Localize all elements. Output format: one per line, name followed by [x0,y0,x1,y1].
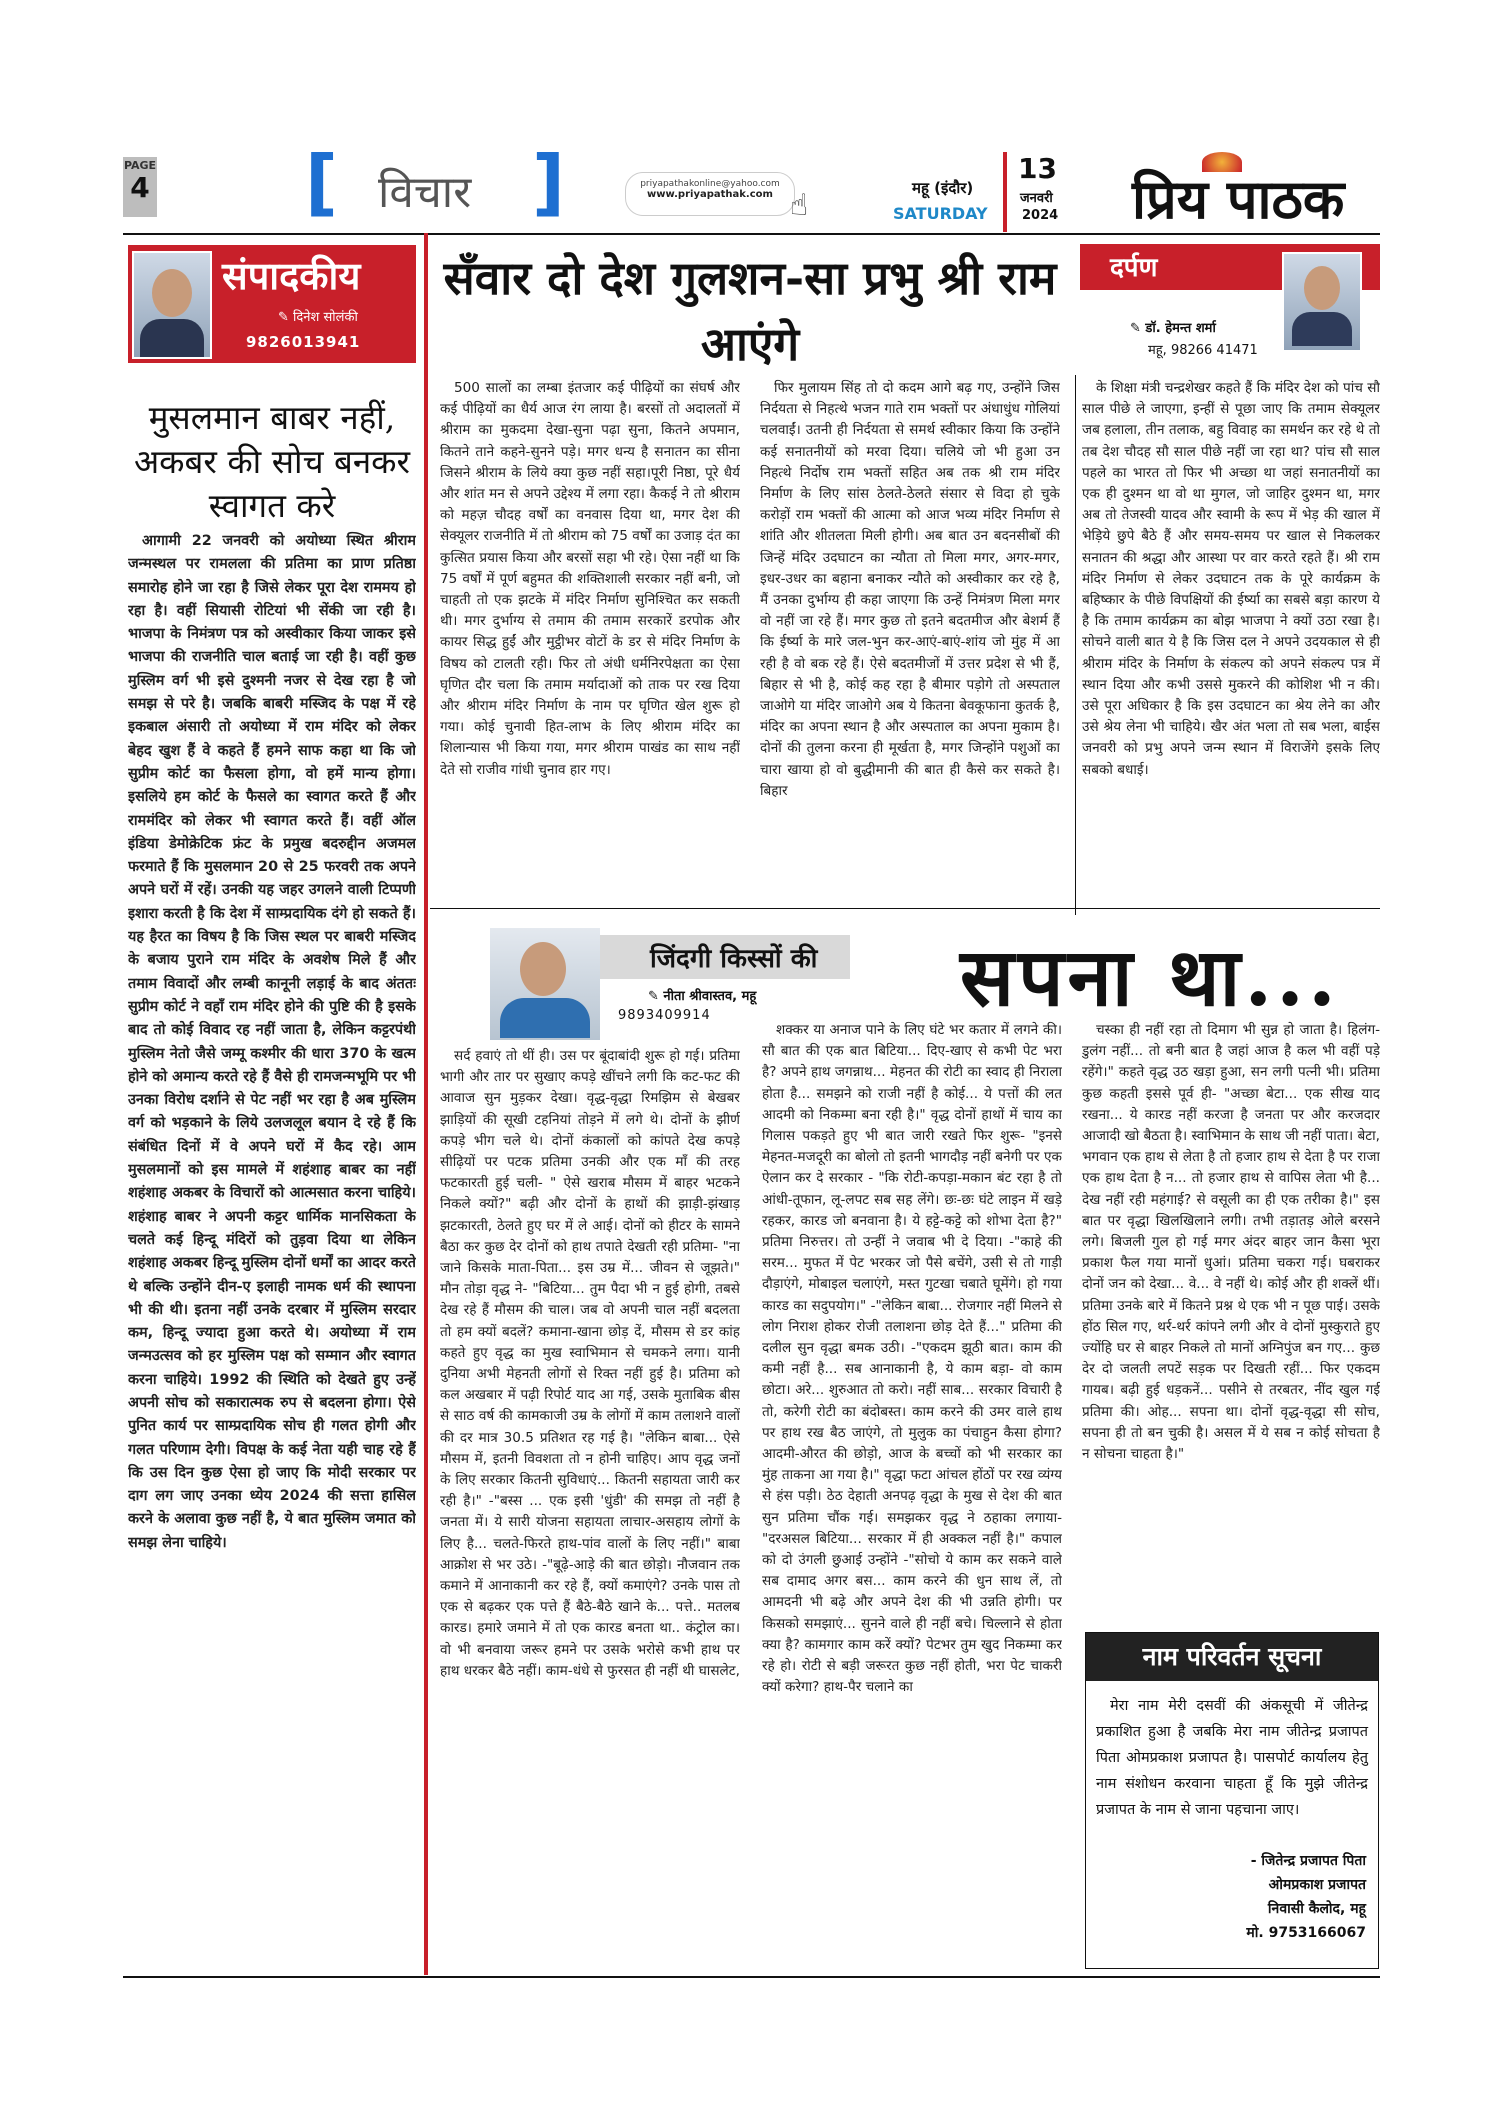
left-bracket-icon: [ [305,140,338,224]
story-column-3 [1082,1020,1380,1615]
story-headline: सपना था... [960,930,1340,1024]
story-column-2 [762,1020,1062,1966]
darpan-column-3 [1082,378,1380,906]
contact-pill [625,172,795,216]
notice-title: नाम परिवर्तन सूचना [1142,1642,1322,1671]
name-change-notice [1085,1632,1379,1969]
section-title: विचार [378,167,472,218]
story-col3-text: चस्का ही नहीं रहा तो दिमाग भी सुन्न हो जाता है। हिलंग-डुलंग नहीं... तो बनी बात है जहां आज है कल भी वहीं पड़े रहेंगे।" कहते वृद्ध उठ खड़ा हुआ, सन लगी पत्नी भी। प्रतिमा कुछ कहती इससे पूर्व ही- "अच्छा बेटा... एक सीख याद रखना... ये कारड नहीं करजा है जनता पर और करजदार आजादी खो बैठता है। स्वाभिमान के साथ जी नहीं पाता। बेटा, भगवान एक हाथ से लेता है तो हजार हाथ से देता है पर राजा एक हाथ देता है न... तो हजार हाथ से वापिस लेता भी है... देख नहीं रही महंगाई? से वसूली का ही एक तरीका है।" इस बात पर वृद्धा खिलखिलाने लगी। तभी तड़ातड़ ओले बरसने लगे। बिजली गुल हो गई मगर अंदर बाहर जान कैसा भूरा प्रकाश फैल गया मानों धुआं। प्रतिमा चकरा गई। घबराकर दोनों जन को देखा... वे... वे नहीं थे। कोई और ही शक्लें थीं। प्रतिमा उनके बारे में कितने प्रश्न थे एक भी न पूछ पाई। उसके होंठ सिल गए, थर्र-थर्र कांपने लगी और वे दोनों मुस्कुराते हुए ज्योंहि घर से बाहर निकले तो मानों अग्निपुंज बन गए... कुछ देर दो जलती लपटें सड़क पर दिखती रहीं... फिर एकदम गायब। बढ़ी हुई धड़कनें... पसीने से तरबतर, नींद खुल गई प्रतिमा की। ओह... सपना था। दोनों वृद्ध-वृद्धा सी सोच, सपना ही तो बन चुकी है। असल में ये सब न कोई सोचता है न सोचना चाहता है।" [1082,1022,1380,1463]
mid-rule [430,908,1380,909]
page-label: PAGE [123,159,157,172]
editor-photo [132,251,212,359]
notice-sign-line-1: - जितेन्द्र प्रजापत पिता [1250,1853,1366,1869]
darpan-author-photo [1282,252,1362,352]
darpan-tag: दर्पण [1110,253,1158,283]
notice-sign-line-2: ओमप्रकाश प्रजापत [1268,1877,1366,1893]
story-col2-text: शक्कर या अनाज पाने के लिए घंटे भर कतार में लगने की। सौ बात की एक बात बिटिया... दिए-खाए से कभी पेट भरा है? अपने हाथ जगन्नाथ... मेहनत की रोटी का स्वाद ही निराला होता है... समझने को राजी नहीं है कोई... ये पत्तों की लत आदमी को निकम्मा बना रही है।" वृद्ध दोनों हाथों में चाय का गिलास पकड़ते हुए भी बात जारी रखते फिर शुरू- "इनसे मेहनत-मजदूरी का बोलो तो इतनी भागदौड़ नहीं बनेगी पर एक ऐलान कर दे सरकार - "कि रोटी-कपड़ा-मकान बंट रहा है तो आंधी-तूफान, लू-लपट सब सह लेंगे। छः-छः घंटे लाइन में खड़े रहकर, कारड जो बनवाना है। ये हट्टे-कट्टे को शोभा देता है?" प्रतिमा निरुत्तर। तो उन्हीं ने जवाब भी दे दिया। -"काहे की सरम... मुफत में पेट भरकर जो पैसे बचेंगे, उसी से तो गाड़ी दौड़ाएंगे, मोबाइल चलाएंगे, मस्त गुटखा चबाते घूमेंगे। हो गया कारड का सदुपयोग।" -"लेकिन बाबा... रोजगार नहीं मिलने से लोग निराश होकर रोजी तलाशना छोड़ देते हैं..." प्रतिमा की दलील सुन वृद्धा बमक उठी। -"एकदम झूठी बात। काम की कमी नहीं है... सब आनाकानी है, ये काम बड़ा- वो काम छोटा। अरे... शुरुआत तो करो। नहीं साब... सरकार विचारी है तो, करेगी रोटी का बंदोबस्त। काम करने की उमर वाले हाथ पर हाथ रख बैठ जाएंगे, तो मुलुक का पंचाहुन कैसा होगा? आदमी-औरत की छोड़ो, आज के बच्चों को भी सरकार का मुंह ताकना आ गया है।" वृद्धा फटा आंचल होंठों पर रख व्यंग्य से हंस पड़ी। ठेठ देहाती अनपढ़ वृद्धा के मुख से देश की बात सुन प्रतिमा चौंक गई। समझकर वृद्ध ने ठहाका लगाया- "दरअसल बिटिया... सरकार में ही अक्कल नहीं है।" कपाल को दो उंगली छुआई उन्होंने -"सोचो ये काम कर सकने वाले सब दामाद अगर बस... काम करने की धुन साथ लें, तो आमदनी भी बढ़े और अपने देश की भी उन्नति होगी। पर किसको समझाएं... सुनने वाले ही नहीं बचे। चिल्लाने से होता क्या है? कामगार काम करें क्यों? पेटभर तुम खुद निकम्मा कर रहे हो। रोटी से बड़ी जरूरत कुछ नहीं होती, भरा पेट चाकरी क्यों करेगा? हाथ-पैर चलाने का [762,1022,1062,1696]
page-number-tab [123,157,157,217]
darpan-col1-text: 500 सालों का लम्बा इंतजार कई पीढ़ियों का संघर्ष और कई पीढ़ियों का धैर्य आज रंग लाया है। बरसों तो अदालतों में श्रीराम का मुकदमा देखा-सुना पढ़ा सुना, कितने अपमान, कितने ताने कहने-सुनने पड़े। मगर धन्य है सनातन का सीना जिसने श्रीराम के लिये क्या कुछ नहीं सहा।पूरी निष्ठा, पूरे धैर्य और शांत मन से अपने उद्देश्य में लगा रहा। कैकई ने तो श्रीराम को महज़ चौदह वर्षों का वनवास दिया था, मगर देश की सेक्यूलर राजनीति में तो श्रीराम को 75 वर्षों का उजाड़ दंत का कुत्सित प्रयास किया और बरसों सहा भी रहे। ऐसा नहीं था कि 75 वर्षों में पूर्ण बहुमत की शक्तिशाली सरकार नहीं बनी, जो चाहती तो एक झटके में मंदिर निर्माण सुनिश्चित कर सकती थी। मगर दुर्भाग्य से तमाम की तमाम सरकारें डरपोक और कायर सिद्ध हुईं और मुट्ठीभर वोटों के डर से मंदिर निर्माण के विषय को टालती रही। फिर तो अंधी धर्मनिरपेक्षता का ऐसा घृणित दौर चला कि तमाम मर्यादाओं को ताक पर रख दिया और श्रीराम मंदिर निर्माण के नाम पर घृणित खेल शुरू हो गया। कोई चुनावी हित-लाभ के लिए श्रीराम मंदिर का शिलान्यास भी किया गया, मगर श्रीराम पाखंड का साथ नहीं देते सो राजीव गांधी चुनाव हार गए। [440,380,740,778]
story-author-face [520,942,566,996]
darpan-col3-text: के शिक्षा मंत्री चन्द्रशेखर कहते हैं कि मंदिर देश को पांच सौ साल पीछे ले जाएगा, इन्हीं से पूछा जाए कि तमाम सेक्यूलर जब हलाला, तीन तलाक, बहु विवाह का समर्थन कर रहे थे तो तब देश चौदह सौ साल पीछे नहीं जा रहा था? पांच सौ साल पहले का भारत तो फिर भी अच्छा था जहां सनातनीयों का एक ही दुश्मन था वो था मुगल, जो जाहिर दुश्मन था, मगर अब तो तेजस्वी यादव और स्वामी के रूप में भेड़ की खाल में भेड़िये छुपे बैठे हैं और समय-समय पर खाल से निकलकर सनातन की श्रद्धा और आस्था पर वार करते रहते हैं। श्री राम मंदिर निर्माण से लेकर उदघाटन तक के पूरे कार्यक्रम के बहिष्कार के पीछे विपक्षियों की ईर्ष्या का सबसे बड़ा कारण ये है कि तमाम कार्यक्रम का बोझ भाजपा ने क्यों उठा रखा है। सोचने वाली बात ये है कि जिस दल ने अपने उदयकाल से ही श्रीराम मंदिर के निर्माण के संकल्प को अपने संकल्प पत्र में स्थान दिया और कभी उससे मुकरने की कोशिश भी न की। उसे पूरा अधिकार है कि इस उदघाटन का श्रेय लेने का और उसे श्रेय लेना भी चाहिये। खैर अंत भला तो सब भला, बाईस जनवरी को प्रभु अपने जन्म स्थान में विराजेंगे इसके लिए सबको बधाई। [1082,380,1380,778]
darpan-author-suit [1292,312,1352,346]
dateline-year: 2024 [1022,208,1059,223]
editorial-divider [424,233,428,1975]
dateline-city: महू (इंदौर) [912,179,974,197]
darpan-headline: सँवार दो देश गुलशन-सा प्रभु श्री राम आएंगे [443,251,1057,371]
notice-signature [1246,1849,1366,1945]
right-bracket-icon: ] [532,140,565,224]
darpan-contact: महू, 98266 41471 [1148,343,1258,358]
story-author-name: नीता श्रीवास्तव, महू [663,989,757,1004]
dateline-weekday: SATURDAY [893,204,988,223]
story-author: ✎ नीता श्रीवास्तव, महू [648,989,757,1004]
notice-title-bar [1086,1633,1378,1681]
story-section-title: जिंदगी किस्सों की [650,944,818,974]
editor-suit [140,319,204,357]
notice-sign-line-4: मो. 9753166067 [1246,1925,1366,1941]
darpan-author-face [1304,266,1340,310]
page-number: 4 [130,171,150,204]
editorial-banner-title: संपादकीय [222,253,361,298]
darpan-col2-text: फिर मुलायम सिंह तो दो कदम आगे बढ़ गए, उन्होंने जिस निर्दयता से निहत्थे भजन गाते राम भक्तों पर अंधाधुंध गोलियां चलवाईं। उतनी ही निर्दयता से समर्थ स्वीकार किया कि उन्होंने कई सनातनीयों को मरवा दिया। चलिये जो भी हुआ उन निहत्थे निर्दोष राम भक्तों सहित अब तक श्री राम मंदिर निर्माण के लिए सांस ठेलते-ठेलते संसार से विदा हो चुके करोड़ों राम भक्तों की आत्मा को आज भव्य मंदिर निर्माण से शांति और शीतलता मिली होगी। अब बात उन बदनसीबों की जिन्हें मंदिर उदघाटन का न्यौता तो मिला मगर, अगर-मगर, इधर-उधर का बहाना बनाकर न्यौते को अस्वीकार कर रहे है, मैं उनका दुर्भाग्य ही कहा जाएगा कि उन्हें निमंत्रण मिला मगर वो नहीं जा रहे हैं। मगर कुछ तो इतने बदतमीज और बेशर्म हैं कि ईर्ष्या के मारे जल-भुन कर-आएं-बाएं-शांय जो मुंह में आ रही है वो बक रहे हैं। ऐसे बदतमीजों में उत्तर प्रदेश से भी हैं, बिहार से भी है, कोई कह रहा है बीमार पड़ोगे तो अस्पताल जाओगे या मंदिर जाओगे अब ये कितना बेवकूफाना कुतर्क है, मंदिर का अपना स्थान है और अस्पताल का अपना मुकाम है। दोनों की तुलना करना ही मूर्खता है, मगर जिन्होंने पशुओं का चारा खाया हो वो बुद्धीमानी की बात ही कैसे कर सकते है। बिहार [760,380,1060,799]
editor-face [152,269,192,317]
masthead-logo [1132,150,1412,235]
dateline-divider [1003,152,1007,232]
story-col1-text: सर्द हवाएं तो थीं ही। उस पर बूंदाबांदी शुरू हो गई। प्रतिमा भागी और तार पर सुखाए कपड़े खींचने लगी कि कट-फट की आवाज सुन मुड़कर देखा। वृद्ध-वृद्धा रिमझिम से बेखबर झाड़ियों की सूखी टहनियां तोड़ने में लगे थे। दोनों के झीर्ण कपड़े भीग चले थे। दोनों कंकालों को कांपते देख कपड़े सीढ़ियों पर पटक प्रतिमा उनकी और एक माँ की तरह फटकारती हुई चली- " ऐसे खराब मौसम में बाहर भटकने निकले क्यों?" बढ़ी और दोनों के हाथों की झाड़ी-झंखाड़ झटकारती, ठेलते हुए घर में ले आई। दोनों को हीटर के सामने बैठा कर कुछ देर दोनों को हाथ तपाते देखती रही प्रतिमा- "ना जाने किसके माता-पिता... इस उम्र में... जीवन से जूझते।" मौन तोड़ा वृद्ध ने- "बिटिया... तुम पैदा भी न हुई होगी, तबसे देख रहे हैं मौसम की चाल। जब वो अपनी चाल नहीं बदलता तो हम क्यों बदलें? कमाना-खाना छोड़ दें, मौसम से डर कांह कहते हुए वृद्ध का मुख स्वाभिमान से चमकने लगा। यानी दुनिया अभी मेहनती लोगों से रिक्त नहीं हुई है। प्रतिमा को कल अखबार में पढ़ी रिपोर्ट याद आ गई, उसके मुताबिक बीस से साठ वर्ष की कामकाजी उम्र के लोगों में काम तलाशने वालों की दर मात्र 30.5 प्रतिशत रह गई है। "लेकिन बाबा... ऐसे मौसम में, इतनी विवशता तो न होनी चाहिए। आप वृद्ध जनों के लिए सरकार कितनी सुविधाएं... कितनी सहायता जारी कर रही है।" -"बस्स ... एक इसी 'धुंडी' की समझ तो नहीं है जनता में। ये सारी योजना सहायता लाचार-असहाय लोगों के लिए है... चलते-फिरते हाथ-पांव वालों के लिए नहीं।" बाबा आक्रोश से भर उठे। -"बूढ़े-आड़े की बात छोड़ो। नौजवान तक कमाने में आनाकानी कर रहे हैं, क्यों कमाएंगे? उनके पास तो एक से बढ़कर एक पत्ते हैं बैठे-बैठे खाने के... पत्ते.. मतलब कारड। हमारे जमाने में तो एक कारड बनता था.. कंट्रोल का। वो भी बनवाया जरूर हमने पर उसके भरोसे कभी हाथ पर हाथ धरकर बैठे नहीं। काम-धंधे से फुरसत ही नहीं थी घासलेट, [440,1048,740,1679]
darpan-col-divider [1075,375,1076,915]
darpan-author: ✎ डॉ. हेमन्त शर्मा [1130,321,1216,336]
editorial-phone: 9826013941 [246,333,361,351]
editorial-paragraph: आगामी 22 जनवरी को अयोध्या स्थित श्रीराम जन्मस्थल पर रामलला की प्रतिमा का प्राण प्रतिष्ठा समारोह होने जा रहा है जिसे लेकर पूरा देश राममय हो रहा है। वहीं सियासी रोटियां भी सेंकी जा रही है। भाजपा के निमंत्रण पत्र को अस्वीकार किया जाकर इसे भाजपा की राजनीति चाल बताई जा रही है। वहीं कुछ मुस्लिम वर्ग भी इसे दुश्मनी नजर से देख रहा है जो समझ से परे है। जबकि बाबरी मस्जिद के पक्ष में रहे इकबाल अंसारी तो अयोध्या में राम मंदिर को लेकर बेहद खुश हैं वे कहते हैं हमने साफ कहा था कि जो सुप्रीम कोर्ट का फैसला होगा, वो हमें मान्य होगा। इसलिये हम कोर्ट के फैसले का स्वागत करते हैं और राममंदिर को लेकर भी स्वागत करते हैं। वहीं ऑल इंडिया डेमोक्रेटिक फ्रंट के प्रमुख बदरुद्दीन अजमल फरमाते हैं कि मुसलमान 20 से 25 फरवरी तक अपने अपने घरों में रहें। उनकी यह जहर उगलने वाली टिप्पणी इशारा करती है कि देश में साम्प्रदायिक दंगे हो सकते हैं। यह हैरत का विषय है कि जिस स्थल पर बाबरी मस्जिद के बजाय पुराने राम मंदिर के अवशेष मिले हैं और तमाम विवादों और लम्बी कानूनी लड़ाई के बाद अंततः सुप्रीम कोर्ट ने वहाँ राम मंदिर होने की पुष्टि की है इसके बाद तो कोई विवाद रह नहीं जाता है, लेकिन कट्टरपंथी मुस्लिम नेतो जैसे जम्मू कश्मीर की धारा 370 के खत्म होने को अमान्य करते रहे हैं वैसे ही रामजन्मभूमि पर भी उनका विरोध दर्शाने से पेट नहीं भर रहा है अब मुस्लिम वर्ग को भड़काने के लिये उलजलूल बयान दे रहे हैं कि संबंधित दिनों में वे अपने घरों में कैद रहे। आम मुसलमानों को इस मामले में शहंशाह बाबर का नहीं शहंशाह अकबर के विचारों को आत्मसात करना चाहिये। शहंशाह बाबर ने अपनी कट्टर धार्मिक मानसिकता के चलते कई हिन्दू मंदिरों को तुड़वा दिया था लेकिन शहंशाह अकबर हिन्दू मुस्लिम दोनों धर्मों का आदर करते थे बल्कि उन्होंने दीन-ए इलाही नामक धर्म की स्थापना भी की थी। इतना नहीं उनके दरबार में मुस्लिम सरदार कम, हिन्दू ज्यादा हुआ करते थे। अयोध्या में राम जन्मउत्सव को हर मुस्लिम पक्ष को सम्मान और स्वागत करना चाहिये। 1992 की स्थिति को देखते हुए उन्हें अपनी सोच को सकारात्मक रुप से बदलना होगा। ऐसे पुनित कार्य पर साम्प्रदायिक सोच ही गलत होगी और गलत परिणाम देगी। विपक्ष के कई नेता यही चाह रहे हैं कि उस दिन कुछ ऐसा हो जाए कि मोदी सरकार पर दाग लग जाए उनका ध्येय 2024 की सत्ता हासिल करने के अलावा कुछ नहीं है, ये बात मुस्लिम जमात को समझ लेना चाहिये। [128,533,416,1551]
editorial-author-name: दिनेश सोलंकी [293,310,358,325]
story-phone: 9893409914 [618,1008,711,1023]
story-section-bar [600,935,850,979]
editorial-banner [128,245,416,363]
masthead-title: प्रिय पाठक [1132,167,1345,231]
notice-body: मेरा नाम मेरी दसवीं की अंकसूची में जीतेन्द्र प्रकाशित हुआ है जबकि मेरा नाम जीतेन्द्र प्रजापत पिता ओमप्रकाश प्रजापत है। पासपोर्ट कार्यालय हेतु नाम संशोधन करवाना चाहता हूँ कि मुझे जीतेन्द्र प्रजापत के नाम से जाना पहचाना जाए। [1096,1698,1368,1818]
editorial-author: ✎ दिनेश सोलंकी [278,310,358,325]
header-rule [123,233,1380,235]
contact-email[interactable]: priyapathakonline@yahoo.com [640,179,780,189]
notice-sign-line-3: निवासी कैलोद, महू [1267,1901,1366,1917]
story-author-photo [488,926,602,1042]
footer-rule [123,1976,1380,1978]
darpan-column-2 [760,378,1060,906]
contact-website[interactable]: www.priyapathak.com [647,189,773,200]
dateline-day: 13 [1018,152,1057,185]
pointer-hand-icon: ☝ [790,188,809,223]
editorial-headline: मुसलमान बाबर नहीं, अकबर की सोच बनकर स्वागत करे [133,398,411,525]
dateline-month: जनवरी [1020,191,1053,206]
darpan-column-1 [440,378,740,906]
story-author-saree [500,998,590,1038]
story-column-1 [440,1046,740,1966]
darpan-author-name: डॉ. हेमन्त शर्मा [1145,321,1216,336]
editorial-body [128,530,416,1970]
